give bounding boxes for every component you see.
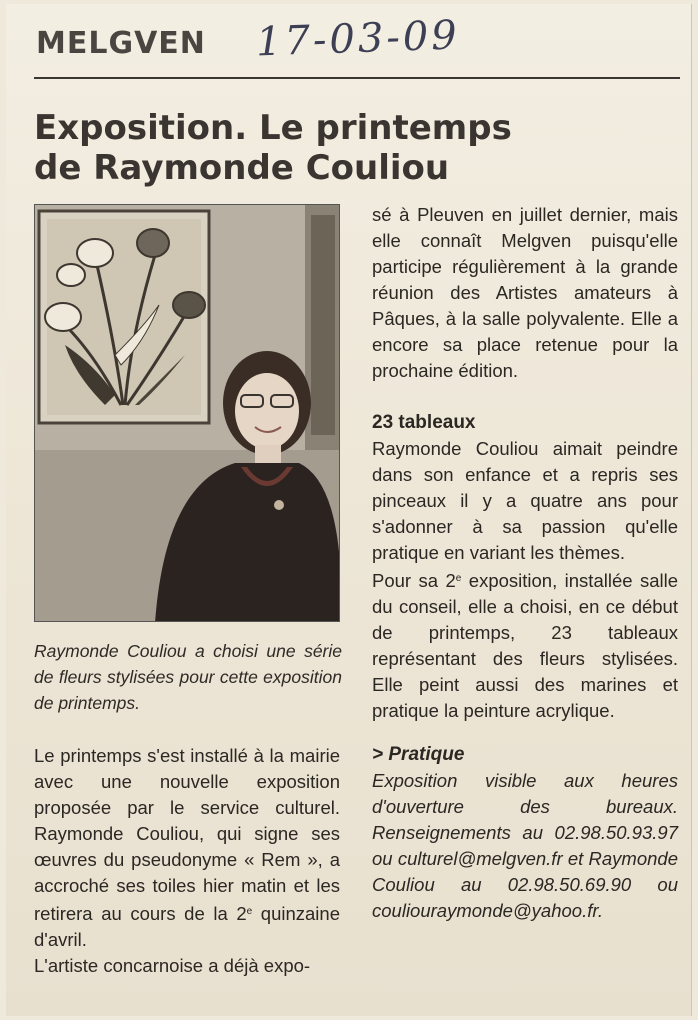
body-paragraph: Raymonde Couliou aimait peindre dans son enfance et a repris ses pinceaux il y a quatre ans pour s'adonner à sa passion qu'elle pratique en variant les thèmes.: [372, 438, 678, 563]
headline-line-2: de Raymonde Couliou: [34, 148, 450, 188]
header-rule: [34, 77, 680, 79]
article-headline: [34, 108, 594, 188]
article-column-1: [34, 743, 340, 979]
body-text: Pour sa 2: [372, 570, 456, 591]
section-rubric: MELGVEN: [36, 26, 206, 61]
section-subheading: 23 tableaux: [372, 412, 476, 433]
body-paragraph: L'artiste concarnoise a déjà expo-: [34, 955, 311, 976]
newspaper-clipping: [6, 4, 692, 1016]
body-paragraph: [34, 743, 340, 953]
photo-caption: Raymonde Couliou a choisi une série de fleurs stylisées pour cette exposition de printemps.: [34, 641, 342, 713]
paragraph-gap: [372, 384, 678, 396]
practical-info-heading: > Pratique: [372, 744, 465, 765]
body-text: Le printemps s'est installé à la mairie avec une nouvelle exposition proposée par le service culturel. Raymonde Couliou, qui signe ses œuvres du pseudonyme « Rem », a accroché ses toiles hier matin et les retirera au cours de la 2: [34, 745, 340, 924]
photo-illustration: [35, 205, 340, 622]
body-text: quinzaine d'avril.: [34, 903, 340, 950]
body-text: exposition, installée salle du conseil, elle a choisi, en ce début de printemps, 23 tableaux représentant des fleurs stylisées. Elle peint aussi des marines et pratique la peinture acrylique.: [372, 570, 679, 721]
ordinal-superscript: e: [246, 906, 253, 917]
article-photo: [34, 204, 340, 622]
article-column-2: [372, 202, 678, 924]
body-paragraph: [372, 566, 678, 724]
handwritten-date: 17-03-09: [255, 12, 461, 66]
headline-line-1: Exposition. Le printemps: [34, 108, 512, 148]
body-paragraph: sé à Pleuven en juillet dernier, mais elle connaît Melgven puisqu'elle participe régulièrement à la grande réunion des Artistes amateurs à Pâques, à la salle polyvalente. Elle a encore sa place retenue pour la prochaine édition.: [372, 204, 678, 381]
practical-info-text: Exposition visible aux heures d'ouverture des bureaux. Renseignements au 02.98.50.93.97 ou culturel@melgven.fr et Raymonde Couliou au 02.98.50.69.90 ou couliouraymonde@yahoo.fr.: [372, 770, 678, 921]
ordinal-superscript: e: [455, 573, 462, 584]
